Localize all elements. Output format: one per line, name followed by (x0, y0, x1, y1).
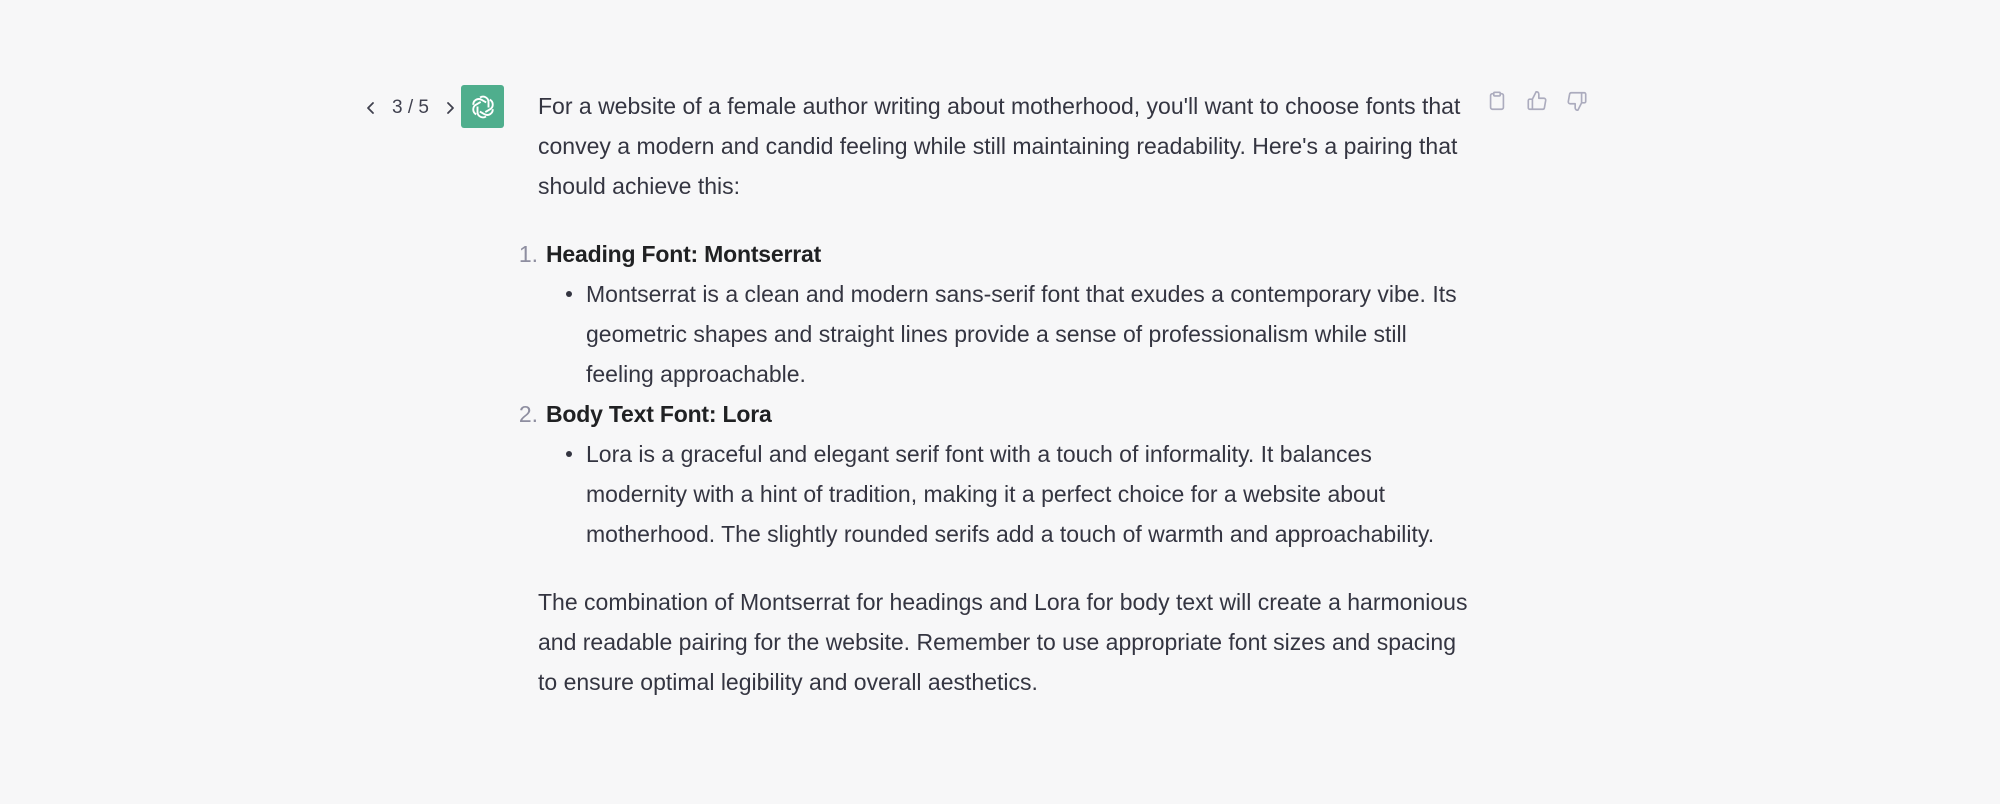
message-outro: The combination of Montserrat for headings and Lora for body text will create a harmonious and readable pairing for the website. Remember to use appropriate font sizes and spacing to ensure optimal legibility and overall aesthetics. (538, 589, 1468, 695)
thumbs-down-icon (1566, 90, 1588, 112)
list-number: 1. (518, 241, 538, 267)
clipboard-icon (1486, 90, 1508, 112)
assistant-avatar (461, 85, 504, 128)
bullet-icon (566, 451, 572, 457)
list-item-title: Heading Font: Montserrat (546, 241, 822, 267)
sub-list-item (546, 434, 1478, 554)
thumbs-up-icon (1526, 90, 1548, 112)
sub-list-text: Montserrat is a clean and modern sans-serif font that exudes a contemporary vibe. Its geometric shapes and straight lines provide a sense of professionalism while still feeling approachable. (586, 281, 1457, 387)
list-item (518, 234, 1478, 394)
thumbs-up-button[interactable] (1524, 88, 1550, 114)
bullet-icon (566, 291, 572, 297)
assistant-message (518, 86, 1478, 702)
sub-list-text: Lora is a graceful and elegant serif font with a touch of informality. It balances modernity with a hint of tradition, making it a perfect choice for a website about motherhood. The slightly rounded serifs add a touch of warmth and approachability. (586, 441, 1435, 547)
list-item-title: Body Text Font: Lora (546, 401, 772, 427)
list-item (518, 394, 1478, 554)
pager-count: 3 / 5 (392, 97, 429, 118)
font-list (518, 234, 1478, 554)
list-number: 2. (518, 401, 538, 427)
chevron-left-icon (365, 100, 377, 116)
message-actions (1484, 88, 1590, 114)
chevron-right-icon (444, 100, 456, 116)
copy-button[interactable] (1484, 88, 1510, 114)
prev-response-button[interactable] (362, 94, 380, 122)
message-intro: For a website of a female author writing about motherhood, you'll want to choose fonts that convey a modern and candid feeling while still maintaining readability. Here's a pairing that should achieve this: (538, 93, 1461, 199)
sub-list (546, 274, 1478, 394)
sub-list (546, 434, 1478, 554)
response-pager (362, 94, 459, 122)
openai-logo-icon (468, 92, 498, 122)
next-response-button[interactable] (441, 94, 459, 122)
thumbs-down-button[interactable] (1564, 88, 1590, 114)
sub-list-item (546, 274, 1478, 394)
